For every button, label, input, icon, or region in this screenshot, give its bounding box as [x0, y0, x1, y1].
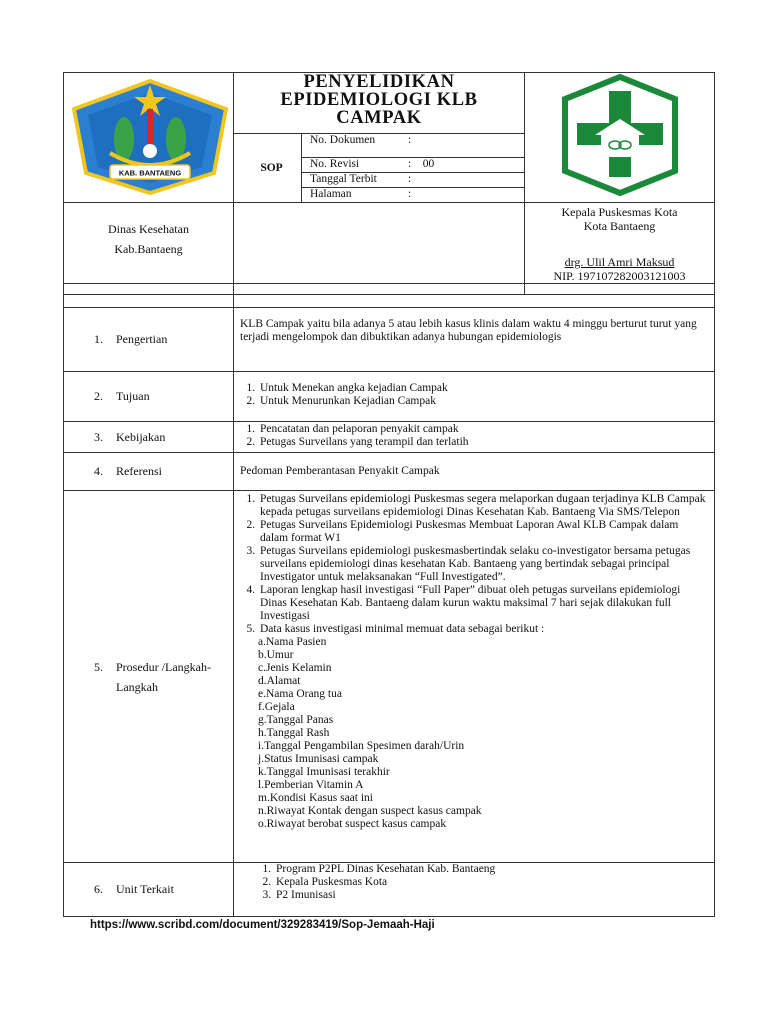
label-cell — [64, 308, 234, 372]
row-number: 6. — [94, 882, 103, 896]
page-title — [234, 73, 525, 134]
row-unit-terkait — [64, 863, 715, 917]
row-number: 4. — [94, 464, 103, 478]
sop-document — [63, 72, 714, 917]
meta-row-tanggal — [302, 173, 525, 188]
row-prosedur — [64, 491, 715, 863]
spacer-cell — [64, 295, 234, 308]
data-field: o.Riwayat berobat suspect kasus campak — [258, 818, 447, 830]
row-referensi — [64, 453, 715, 491]
data-field: c.Jenis Kelamin — [258, 662, 332, 674]
meta-value: : 00 — [408, 158, 435, 170]
data-field: f.Gejala — [258, 701, 295, 713]
kepala-line-2: Kota Bantaeng — [583, 219, 656, 233]
dinas-line-1: Dinas Kesehatan — [108, 222, 189, 236]
row-number: 1. — [94, 332, 103, 346]
list-item: 3. Petugas Surveilans epidemiologi puskesmasbertindak selaku co-investigator bersama petugas surveilans epidemiologi dinas kesehatan Kab. Bantaeng yang bertindak sebagai principal Investigator untuk melaksanakan “Full Investigated”. — [258, 545, 708, 584]
row-number: 2. — [94, 389, 103, 403]
spacer-cell — [64, 284, 234, 295]
row-tujuan — [64, 372, 715, 422]
list-item: 1. Program P2PL Dinas Kesehatan Kab. Bantaeng — [274, 863, 708, 876]
row-number: 5. — [94, 659, 103, 674]
label-cell — [64, 372, 234, 422]
data-field: a.Nama Pasien — [258, 636, 327, 648]
row-pengertian — [64, 308, 715, 372]
kebijakan-content — [234, 422, 715, 453]
kepala-nip: NIP. 197107282003121003 — [553, 269, 686, 283]
list-item: 2. Untuk Menurunkan Kejadian Campak — [258, 395, 708, 408]
list-item: 2. Petugas Surveilans Epidemiologi Puskesmas Membuat Laporan Awal KLB Campak dalam dalam format W1 — [258, 519, 708, 545]
list-item: 1. Pencatatan dan pelaporan penyakit campak — [258, 423, 708, 436]
dinas-line-2: Kab.Bantaeng — [114, 242, 183, 256]
spacer-cell — [234, 295, 715, 308]
pengertian-text: KLB Campak yaitu bila adanya 5 atau lebih kasus klinis dalam waktu 4 minggu berturut turut yang terjadi mengelompok dan dibuktikan adanya hubungan epidemiologis — [234, 308, 715, 372]
row-kebijakan — [64, 422, 715, 453]
header-table — [63, 72, 715, 295]
list-item: 4. Laporan lengkap hasil investigasi “Full Paper” dibuat oleh petugas surveilans epidemiologi Dinas Kesehatan Kab. Bantaeng dalam kurun waktu maksimal 7 hari sejak dilakukan full Investigasi — [258, 584, 708, 623]
kepala-line-1: Kepala Puskesmas Kota — [561, 205, 678, 219]
data-field: h.Tanggal Rash — [258, 727, 330, 739]
bantaeng-emblem-icon — [64, 73, 234, 197]
data-field: n.Riwayat Kontak dengan suspect kasus campak — [258, 805, 482, 817]
meta-label: Halaman — [310, 188, 352, 200]
list-item: 3. P2 Imunisasi — [274, 889, 708, 902]
list-item: 2. Kepala Puskesmas Kota — [274, 876, 708, 889]
kepala-cell — [525, 203, 715, 284]
row-number: 3. — [94, 429, 103, 444]
meta-row-halaman — [302, 188, 525, 203]
unit-content — [234, 863, 715, 917]
meta-value: : — [408, 173, 412, 185]
row-label: Tujuan — [116, 389, 150, 403]
row-label: Unit Terkait — [116, 882, 174, 896]
meta-label: No. Dokumen — [310, 134, 376, 146]
prosedur-content — [234, 491, 715, 863]
row-label: Pengertian — [116, 332, 168, 346]
meta-value: : — [408, 188, 412, 200]
label-cell — [64, 453, 234, 491]
meta-label: Tanggal Terbit — [310, 173, 377, 185]
meta-label: No. Revisi — [310, 158, 360, 170]
right-logo-cell — [525, 73, 715, 203]
meta-value: : — [408, 134, 412, 146]
label-cell — [64, 422, 234, 453]
emblem-text: KAB. BANTAENG — [118, 168, 182, 178]
data-field: k.Tanggal Imunisasi terakhir — [258, 766, 390, 778]
label-cell — [64, 863, 234, 917]
tujuan-content — [234, 372, 715, 422]
sop-label: SOP — [234, 134, 302, 203]
list-item: 1. Untuk Menekan angka kejadian Campak — [258, 382, 708, 395]
row-label: Referensi — [116, 464, 162, 478]
empty-cell — [234, 203, 525, 284]
puskesmas-logo-icon — [525, 73, 715, 197]
left-logo-cell — [64, 73, 234, 203]
list-item: 5. Data kasus investigasi minimal memuat data sebagai berikut : — [258, 623, 708, 636]
source-url[interactable]: https://www.scribd.com/document/329283419/Sop-Jemaah-Haji — [90, 919, 435, 931]
meta-row-dokumen — [302, 134, 525, 158]
label-cell — [64, 491, 234, 863]
list-item: 1. Petugas Surveilans epidemiologi Puskesmas segera melaporkan dugaan terjadinya KLB Campak kepada petugas surveilans epidemiologi Dinas Kesehatan Kab. Bantaeng Via SMS/Telepon — [258, 493, 708, 519]
data-field: b.Umur — [258, 649, 294, 661]
referensi-text: Pedoman Pemberantasan Penyakit Campak — [234, 453, 715, 491]
data-field: d.Alamat — [258, 675, 301, 687]
kepala-name: drg. Ulil Amri Maksud — [564, 255, 675, 269]
row-label-cont: Langkah — [116, 679, 158, 694]
spacer-cell — [234, 284, 525, 295]
data-field: e.Nama Orang tua — [258, 688, 342, 700]
row-label: Kebijakan — [116, 429, 166, 444]
spacer-cell — [525, 284, 715, 295]
title-line-3: CAMPAK — [336, 108, 422, 128]
data-field-list — [240, 636, 708, 831]
data-field: l.Pemberian Vitamin A — [258, 779, 364, 791]
row-label: Prosedur /Langkah- — [116, 659, 211, 674]
meta-row-revisi — [302, 158, 525, 173]
data-field: m.Kondisi Kasus saat ini — [258, 792, 373, 804]
list-item: 2. Petugas Surveilans yang terampil dan terlatih — [258, 436, 708, 449]
data-field: j.Status Imunisasi campak — [258, 753, 379, 765]
title-line-1: PENYELIDIKAN — [303, 72, 455, 92]
data-field: i.Tanggal Pengambilan Spesimen darah/Urin — [258, 740, 465, 752]
title-line-2: EPIDEMIOLOGI KLB — [280, 90, 478, 110]
dinas-cell — [64, 203, 234, 284]
data-field: g.Tanggal Panas — [258, 714, 334, 726]
content-table — [63, 295, 715, 917]
